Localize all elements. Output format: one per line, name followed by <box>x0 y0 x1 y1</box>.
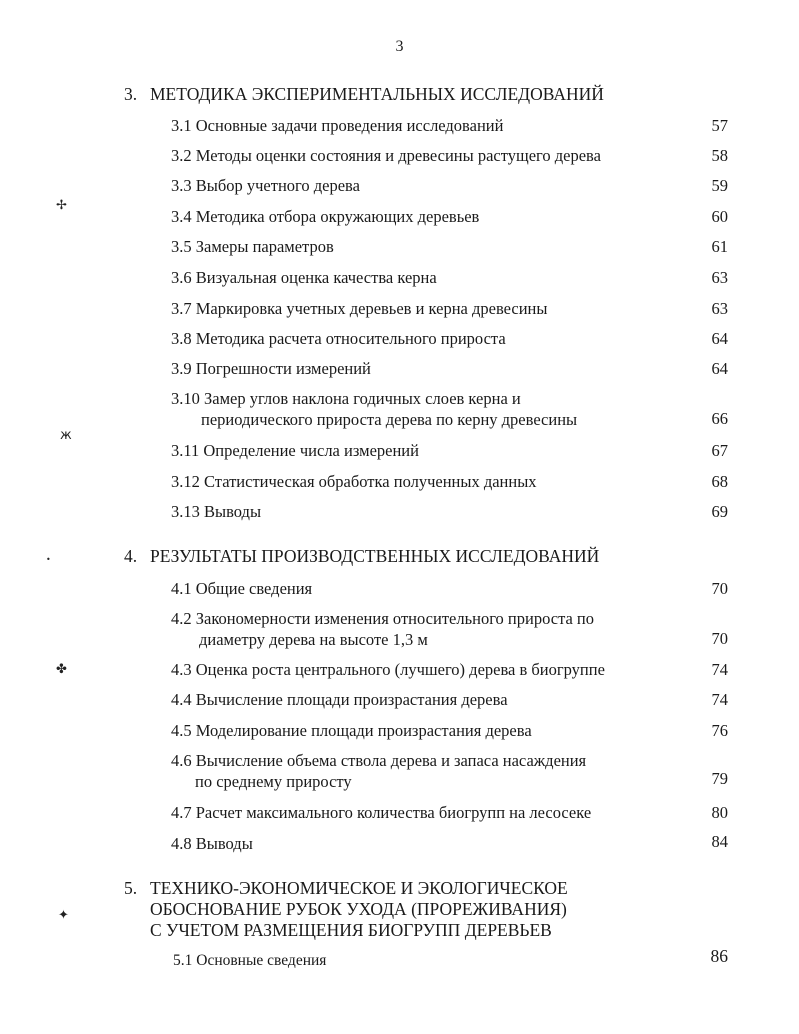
toc-entry: 4.2 Закономерности изменения относительного прироста по диаметру дерева на высоте 1,3 м <box>171 609 595 649</box>
toc-page-number: 76 <box>711 721 728 740</box>
toc-page-number: 63 <box>711 268 728 287</box>
margin-mark: ✦ <box>58 908 69 923</box>
margin-mark: ж <box>60 428 72 443</box>
toc-entry: 3.11 Определение числа измерений <box>171 441 419 460</box>
chapter-number: 5. <box>124 878 138 898</box>
toc-page-number: 70 <box>711 579 728 598</box>
chapter-heading-line: ТЕХНИКО-ЭКОНОМИЧЕСКОЕ И ЭКОЛОГИЧЕСКОЕ <box>150 878 568 898</box>
margin-mark: ✤ <box>56 662 67 677</box>
chapter-title <box>124 546 599 567</box>
toc-page-number: 66 <box>711 409 728 428</box>
toc-entry: 4.3 Оценка роста центрального (лучшего) дерева в биогруппе <box>171 660 605 679</box>
toc-entry: 4.8 Выводы <box>171 834 253 853</box>
chapter-number: 4. <box>124 546 138 566</box>
chapter-heading: РЕЗУЛЬТАТЫ ПРОИЗВОДСТВЕННЫХ ИССЛЕДОВАНИЙ <box>150 546 600 566</box>
toc-entry: 3.12 Статистическая обработка полученных данных <box>171 472 537 491</box>
toc-entry: 3.8 Методика расчета относительного прироста <box>171 329 506 348</box>
toc-entry: 3.6 Визуальная оценка качества керна <box>171 268 437 287</box>
margin-mark: ✢ <box>56 198 67 213</box>
chapter-title <box>124 84 604 105</box>
toc-entry: 4.7 Расчет максимального количества биогрупп на лесосеке <box>171 803 592 822</box>
toc-entry: 5.1 Основные сведения <box>173 952 327 969</box>
chapter-title <box>124 878 568 899</box>
toc-page-number: 70 <box>711 629 728 648</box>
toc-page-number: 84 <box>711 832 728 851</box>
toc-entry: 4.6 Вычисление объема ствола дерева и запаса насаждения по среднему приросту <box>171 751 587 791</box>
toc-entry: 3.3 Выбор учетного дерева <box>171 176 360 195</box>
toc-entry: 3.9 Погрешности измерений <box>171 359 371 378</box>
toc-page-number: 58 <box>711 146 728 165</box>
toc-page-number: 63 <box>711 299 728 318</box>
toc-page-number: 69 <box>711 502 728 521</box>
toc-page-number: 68 <box>711 472 728 491</box>
toc-page-number: 67 <box>711 441 728 460</box>
toc-page-number: 59 <box>711 176 728 195</box>
toc-entry: 3.2 Методы оценки состояния и древесины растущего дерева <box>171 146 601 165</box>
chapter-title-line: ОБОСНОВАНИЕ РУБОК УХОДА (ПРОРЕЖИВАНИЯ) <box>150 899 567 919</box>
toc-page-number: 86 <box>710 946 728 966</box>
toc-page-number: 64 <box>711 359 728 378</box>
toc-page-number: 60 <box>711 207 728 226</box>
toc-entry: 3.1 Основные задачи проведения исследований <box>171 116 504 135</box>
toc-entry: 4.4 Вычисление площади произрастания дерева <box>171 690 508 709</box>
toc-entry: 3.4 Методика отбора окружающих деревьев <box>171 207 480 226</box>
chapter-number: 3. <box>124 84 138 104</box>
toc-entry: 4.5 Моделирование площади произрастания дерева <box>171 721 532 740</box>
toc-page-number: 74 <box>711 690 728 709</box>
toc-page-number: 80 <box>711 803 728 822</box>
chapter-title-line: С УЧЕТОМ РАЗМЕЩЕНИЯ БИОГРУПП ДЕРЕВЬЕВ <box>150 920 552 940</box>
toc-page-number: 74 <box>711 660 728 679</box>
toc-entry: 3.7 Маркировка учетных деревьев и керна древесины <box>171 299 548 318</box>
toc-entry: 3.10 Замер углов наклона годичных слоев керна и периодического прироста дерева по керну древесины <box>171 389 578 429</box>
toc-page-number: 61 <box>711 237 728 256</box>
toc-page-number: 79 <box>711 769 728 788</box>
margin-mark: • <box>46 555 51 564</box>
toc-entry: 3.5 Замеры параметров <box>171 237 334 256</box>
page-number: 3 <box>395 38 404 55</box>
toc-page-number: 64 <box>711 329 728 348</box>
toc-page-number: 57 <box>711 116 728 135</box>
chapter-heading: МЕТОДИКА ЭКСПЕРИМЕНТАЛЬНЫХ ИССЛЕДОВАНИЙ <box>150 84 604 104</box>
toc-entry: 3.13 Выводы <box>171 502 262 521</box>
toc-entry: 4.1 Общие сведения <box>171 579 313 598</box>
